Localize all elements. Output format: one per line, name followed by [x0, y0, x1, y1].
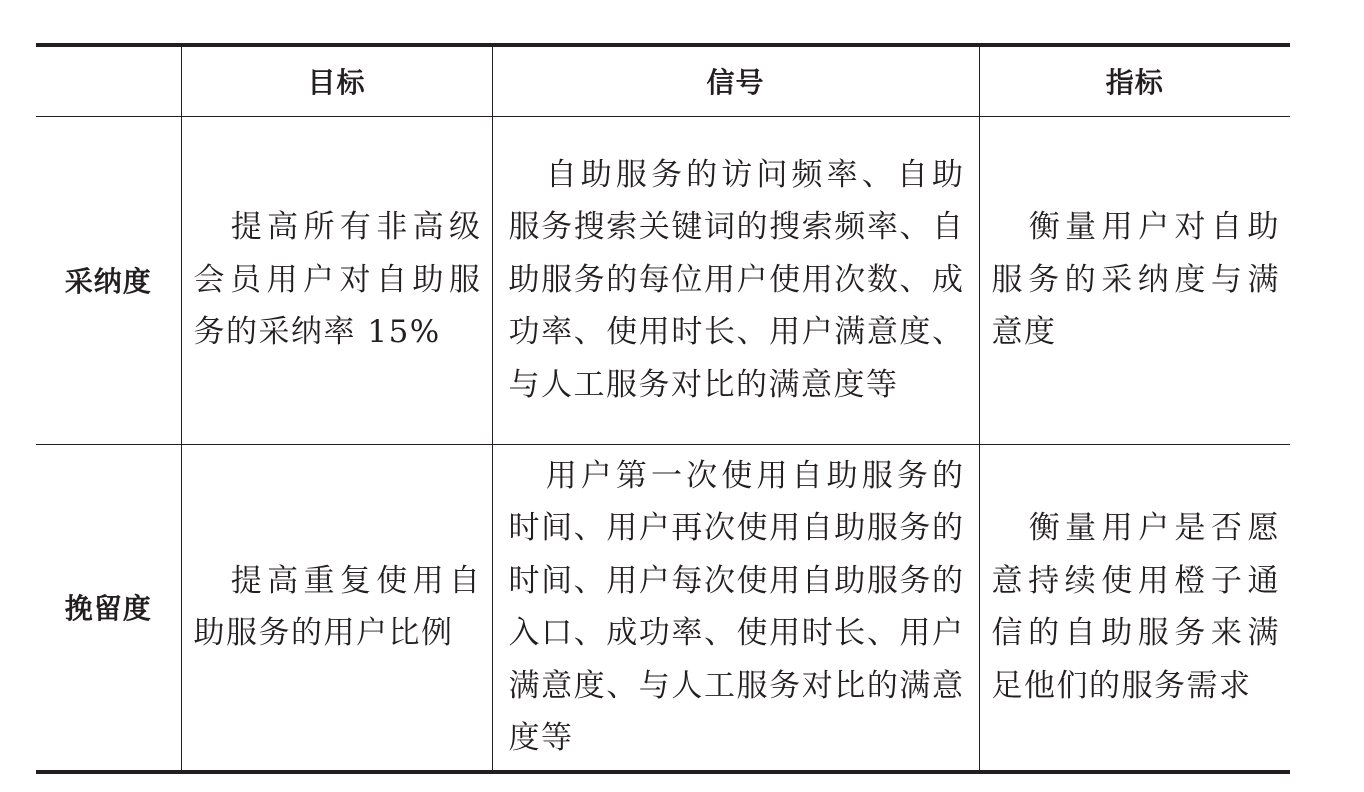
retention-metric-cell: 衡量用户是否愿意持续使用橙子通信的自助服务来满足他们的服务需求: [979, 444, 1290, 772]
retention-signal-cell: 用户第一次使用自助服务的时间、用户再次使用自助服务的时间、用户每次使用自助服务的入口、成功率、使用时长、用户满意度、与人工服务对比的满意度等: [492, 444, 979, 772]
adoption-signal-cell: 自助服务的访问频率、自助服务搜索关键词的搜索频率、自助服务的每位用户使用次数、成功率、使用时长、用户满意度、与人工服务对比的满意度等: [492, 116, 979, 444]
metrics-table: [36, 43, 1290, 774]
header-row: [36, 45, 1290, 116]
header-corner-cell: [36, 45, 181, 116]
header-signal: 信号: [492, 45, 979, 116]
row-label-retention: 挽留度: [36, 444, 181, 772]
adoption-metric-cell: 衡量用户对自助服务的采纳度与满意度: [979, 116, 1290, 444]
retention-goal-cell: 提高重复使用自助服务的用户比例: [181, 444, 492, 772]
row-label-adoption: 采纳度: [36, 116, 181, 444]
table-row: [36, 116, 1290, 444]
adoption-goal-cell: 提高所有非高级会员用户对自助服务的采纳率 15%: [181, 116, 492, 444]
header-goal: 目标: [181, 45, 492, 116]
header-metric: 指标: [979, 45, 1290, 116]
table-row: [36, 444, 1290, 772]
